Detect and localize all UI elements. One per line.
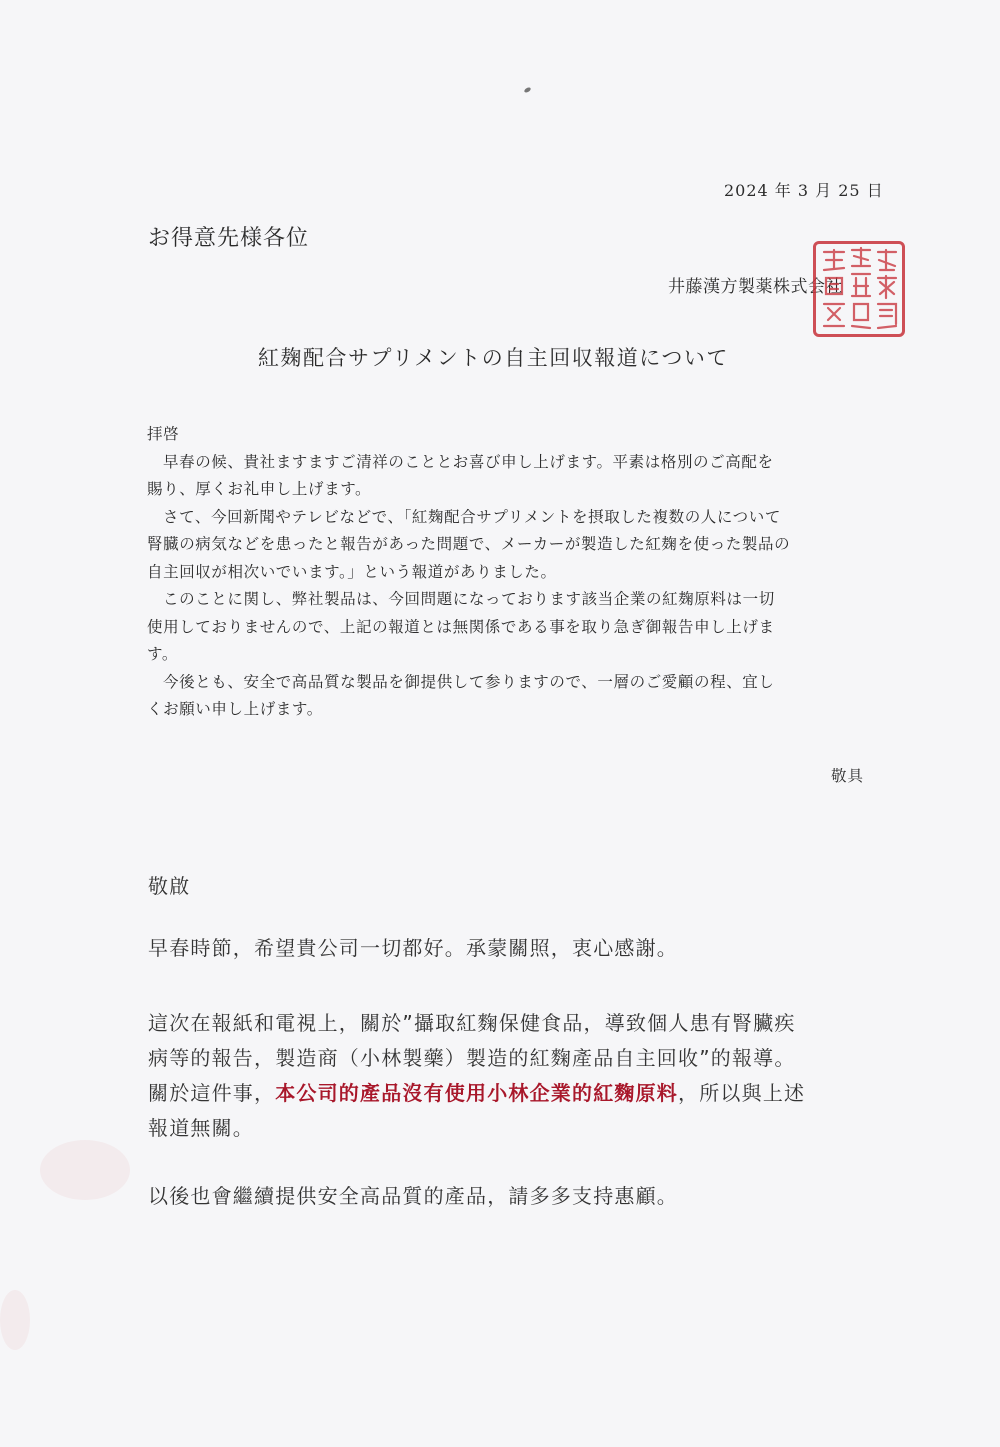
company-seal [813,241,905,337]
addressee: お得意先様各位 [148,226,310,251]
japanese-body [147,421,877,724]
japanese-line: くお願い申し上げます。 [147,700,323,718]
chinese-opening: 敬啟 [148,874,191,898]
highlighted-statement: 本公司的產品沒有使用小林企業的紅麴原料 [275,1081,679,1105]
japanese-line: 今後とも、安全で高品質な製品を御提供して参りますので、一層のご愛顧の程、宜し [163,672,775,691]
chinese-paragraph-3: 以後也會繼續提供安全高品質的產品，請多多支持惠顧。 [148,1184,678,1208]
japanese-line: このことに関し、弊社製品は、今回問題になっております該当企業の紅麹原料は一切 [163,590,775,608]
japanese-closing: 敬具 [831,767,865,785]
japanese-line: さて、今回新聞やテレビなどで、「紅麹配合サプリメントを摂取した複数の人について [163,507,781,526]
letter-title: 紅麹配合サプリメントの自主回収報道について [258,346,729,370]
japanese-line: 腎臓の病気などを患ったと報告があった問題で、メーカーが製造した紅麹を使った製品の [147,535,791,553]
japanese-line: 自主回収が相次いでいます。」という報道がありました。 [147,562,557,581]
japanese-line: 早春の候、貴社ますますご清祥のこととお喜び申し上げます。平素は格別のご高配を [163,452,774,471]
japanese-line: 使用しておりませんので、上記の報道とは無関係である事を取り急ぎ御報告申し上げま [147,617,775,636]
letter-date: 2024 年 3 月 25 日 [724,181,884,200]
chinese-line: 病等的報告，製造商（小林製藥）製造的紅麴產品自主回收”的報導。 [148,1046,796,1070]
chinese-paragraph-2 [148,1006,888,1146]
paper-smudge [40,1140,130,1200]
chinese-line: 報道無關。 [148,1116,254,1140]
chinese-line [148,1076,888,1111]
japanese-line: す。 [147,645,178,663]
chinese-paragraph-1: 早春時節，希望貴公司一切都好。承蒙關照，衷心感謝。 [148,936,678,960]
paper-speck [523,87,531,94]
japanese-opening: 拝啓 [147,425,180,443]
company-name: 井藤漢方製薬株式会社 [668,277,843,297]
japanese-line: 賜り、厚くお礼申し上げます。 [147,480,372,498]
chinese-text: 關於這件事， [148,1081,276,1105]
chinese-text: ，所以與上述 [678,1081,806,1105]
paper-smudge [0,1290,30,1350]
chinese-line: 這次在報紙和電視上，關於”攝取紅麴保健食品，導致個人患有腎臟疾 [148,1011,796,1035]
